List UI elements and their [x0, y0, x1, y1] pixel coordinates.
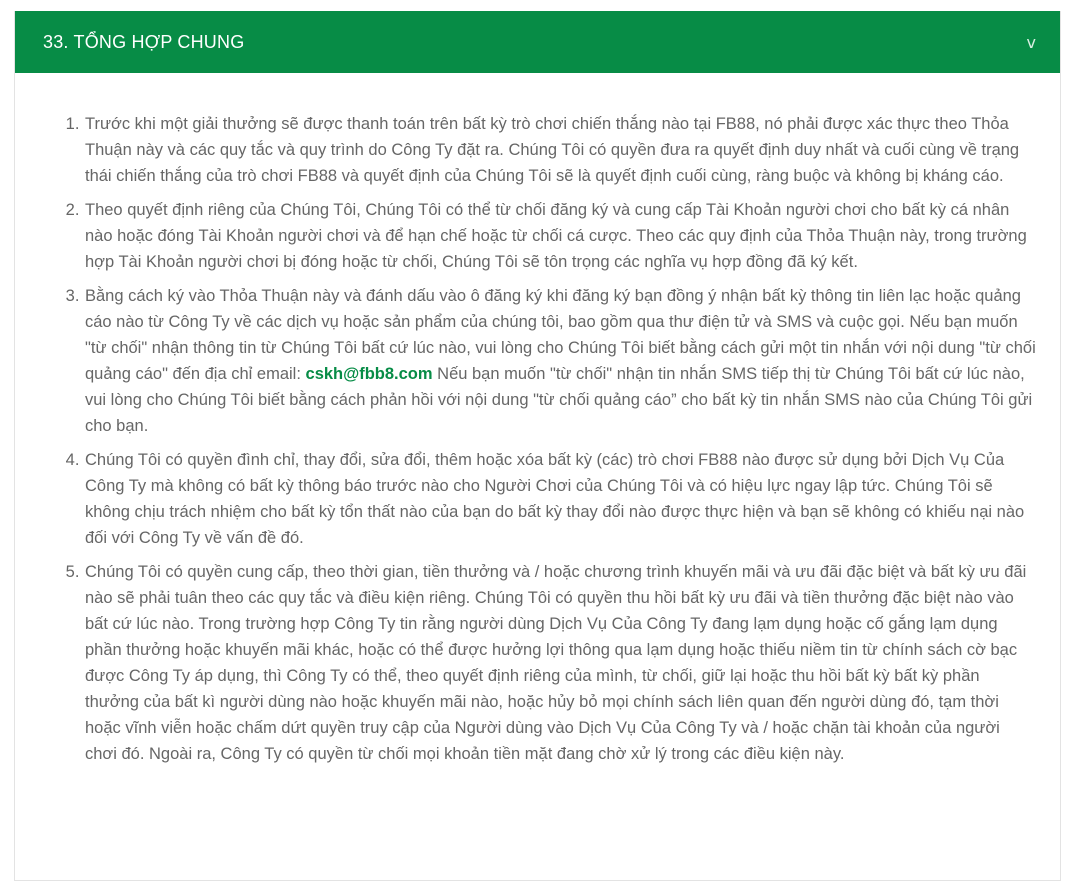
list-item: 4. Chúng Tôi có quyền đình chỉ, thay đổi, sửa đổi, thêm hoặc xóa bất kỳ (các) trò chơi FB88 nào được sử dụng bởi Dịch Vụ Của Công Ty mà không có bất kỳ thông báo trước nào cho Người Chơi của Chúng Tôi và có hiệu lực ngay lập tức. Chúng Tôi sẽ không chịu trách nhiệm cho bất kỳ tổn thất nào của bạn do bất kỳ thay đổi nào được thực hiện và bạn sẽ không có khiếu nại nào đối với Công Ty về vấn đề đó. [84, 447, 1036, 551]
terms-accordion-section [14, 11, 1061, 881]
list-item: 2. Theo quyết định riêng của Chúng Tôi, Chúng Tôi có thể từ chối đăng ký và cung cấp Tài Khoản người chơi cho bất kỳ cá nhân nào hoặc đóng Tài Khoản người chơi và để hạn chế hoặc từ chối cá cược. Theo các quy định của Thỏa Thuận này, trong trường hợp Tài Khoản người chơi bị đóng hoặc từ chối, Chúng Tôi sẽ tôn trọng các nghĩa vụ hợp đồng đã ký kết. [84, 197, 1036, 275]
list-item [84, 283, 1036, 439]
section-title: 33. TỔNG HỢP CHUNG [43, 31, 245, 52]
terms-list [63, 111, 1036, 767]
chevron-down-icon[interactable]: v [1026, 32, 1036, 52]
email-link[interactable]: cskh@fbb8.com [305, 365, 433, 383]
list-item-text: Nếu bạn muốn "từ chối" nhận tin nhắn SMS tiếp thị từ Chúng Tôi bất cứ lúc nào, vui lòng cho Chúng Tôi biết bằng cách phản hồi với nội dung "từ chối quảng cáo” cho bất kỳ tin nhắn SMS nào của Chúng Tôi gửi cho bạn. [85, 365, 1033, 435]
list-item: 1. Trước khi một giải thưởng sẽ được thanh toán trên bất kỳ trò chơi chiến thắng nào tại FB88, nó phải được xác thực theo Thỏa Thuận này và các quy tắc và quy trình do Công Ty đặt ra. Chúng Tôi có quyền đưa ra quyết định duy nhất và cuối cùng về trạng thái chiến thắng của trò chơi FB88 và quyết định của Chúng Tôi sẽ là quyết định cuối cùng, ràng buộc và không bị kháng cáo. [84, 111, 1036, 189]
accordion-header[interactable] [15, 11, 1060, 73]
accordion-body [15, 73, 1060, 767]
list-item: 5. Chúng Tôi có quyền cung cấp, theo thời gian, tiền thưởng và / hoặc chương trình khuyến mãi và ưu đãi đặc biệt và bất kỳ ưu đãi nào sẽ phải tuân theo các quy tắc và điều kiện riêng. Chúng Tôi có quyền thu hồi bất kỳ ưu đãi và tiền thưởng đặc biệt nào vào bất cứ lúc nào. Trong trường hợp Công Ty tin rằng người dùng Dịch Vụ Của Công Ty đang lạm dụng hoặc cố gắng lạm dụng phần thưởng hoặc khuyến mãi khác, hoặc có thể được hưởng lợi thông qua lạm dụng hoặc thiếu niềm tin từ chính sách cờ bạc được Công Ty áp dụng, thì Công Ty có thể, theo quyết định riêng của mình, từ chối, giữ lại hoặc thu hồi bất kỳ bất kỳ phần thưởng của bất kì người dùng nào hoặc khuyến mãi nào, hoặc hủy bỏ mọi chính sách liên quan đến người dùng đó, tạm thời hoặc vĩnh viễn hoặc chấm dứt quyền truy cập của Người dùng vào Dịch Vụ Của Công Ty và / hoặc chặn tài khoản của người chơi đó. Ngoài ra, Công Ty có quyền từ chối mọi khoản tiền mặt đang chờ xử lý trong các điều kiện này. [84, 559, 1036, 767]
list-item-text: Bằng cách ký vào Thỏa Thuận này và đánh dấu vào ô đăng ký khi đăng ký bạn đồng ý nhận bất kỳ thông tin liên lạc hoặc quảng cáo nào từ Công Ty về các dịch vụ hoặc sản phẩm của chúng tôi, bao gồm qua thư điện tử và SMS và cuộc gọi. Nếu bạn muốn "từ chối" nhận thông tin từ Chúng Tôi bất cứ lúc nào, vui lòng cho Chúng Tôi biết bằng cách gửi một tin nhắn với nội dung "từ chối quảng cáo" đến địa chỉ email: [85, 287, 1036, 383]
